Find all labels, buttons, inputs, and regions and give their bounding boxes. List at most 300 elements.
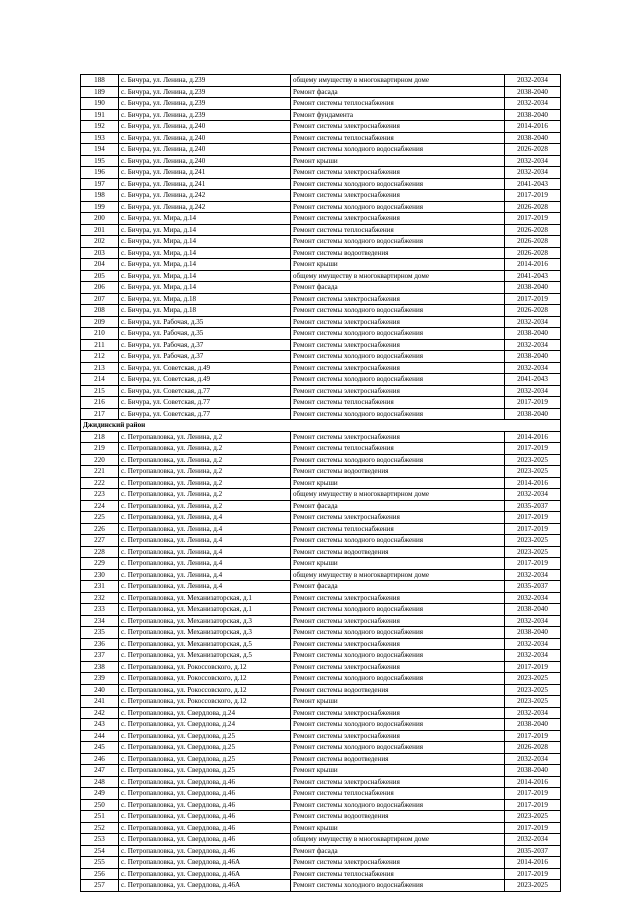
period: 2035-2037 (505, 581, 561, 593)
table-row (81, 592, 561, 604)
row-number: 211 (81, 339, 119, 351)
period: 2017-2019 (505, 822, 561, 834)
address: с. Петропавловка, ул. Рокоссовского, д.12 (119, 661, 291, 673)
address: с. Петропавловка, ул. Свердлова, д.25 (119, 730, 291, 742)
period: 2017-2019 (505, 661, 561, 673)
address: с. Бичура, ул. Ленина, д.241 (119, 167, 291, 179)
work-type: Ремонт системы теплоснабжения (291, 868, 505, 880)
work-type: Ремонт системы водоотведения (291, 811, 505, 823)
work-type: Ремонт системы холодного водоснабжения (291, 351, 505, 363)
row-number: 188 (81, 75, 119, 87)
row-number: 189 (81, 86, 119, 98)
period: 2041-2043 (505, 270, 561, 282)
table-row (81, 224, 561, 236)
work-type: Ремонт системы электроснабжения (291, 776, 505, 788)
work-type: Ремонт системы электроснабжения (291, 512, 505, 524)
work-type: Ремонт системы электроснабжения (291, 167, 505, 179)
address: с. Петропавловка, ул. Ленина, д.2 (119, 500, 291, 512)
table-row (81, 765, 561, 777)
period: 2023-2025 (505, 811, 561, 823)
row-number: 195 (81, 155, 119, 167)
row-number: 240 (81, 684, 119, 696)
work-type: Ремонт системы теплоснабжения (291, 98, 505, 110)
work-type: общему имуществу в многоквартирном доме (291, 270, 505, 282)
row-number: 238 (81, 661, 119, 673)
address: с. Бичура, ул. Рабочая, д.35 (119, 316, 291, 328)
table-row (81, 615, 561, 627)
row-number: 227 (81, 535, 119, 547)
work-type: Ремонт системы холодного водоснабжения (291, 305, 505, 317)
work-type: Ремонт системы электроснабжения (291, 730, 505, 742)
table-row (81, 627, 561, 639)
row-number: 196 (81, 167, 119, 179)
address: с. Петропавловка, ул. Ленина, д.2 (119, 477, 291, 489)
table-row (81, 75, 561, 87)
period: 2032-2034 (505, 638, 561, 650)
address: с. Петропавловка, ул. Свердлова, д.24 (119, 719, 291, 731)
address: с. Бичура, ул. Ленина, д.240 (119, 144, 291, 156)
work-type: Ремонт системы водоотведения (291, 546, 505, 558)
row-number: 246 (81, 753, 119, 765)
address: с. Петропавловка, ул. Рокоссовского, д.12 (119, 684, 291, 696)
table-row (81, 397, 561, 409)
address: с. Петропавловка, ул. Механизаторская, д.1 (119, 592, 291, 604)
row-number: 251 (81, 811, 119, 823)
period: 2017-2019 (505, 799, 561, 811)
row-number: 248 (81, 776, 119, 788)
table-row (81, 155, 561, 167)
address: с. Петропавловка, ул. Ленина, д.4 (119, 581, 291, 593)
work-type: Ремонт системы теплоснабжения (291, 224, 505, 236)
period: 2017-2019 (505, 293, 561, 305)
work-type: Ремонт системы электроснабжения (291, 339, 505, 351)
row-number: 232 (81, 592, 119, 604)
row-number: 198 (81, 190, 119, 202)
table-row (81, 374, 561, 386)
table-row (81, 132, 561, 144)
row-number: 214 (81, 374, 119, 386)
row-number: 202 (81, 236, 119, 248)
table-row (81, 569, 561, 581)
period: 2023-2025 (505, 673, 561, 685)
table-row (81, 673, 561, 685)
section-title: Джидинский район (81, 420, 561, 432)
table-row (81, 316, 561, 328)
period: 2032-2034 (505, 75, 561, 87)
work-type: Ремонт системы теплоснабжения (291, 132, 505, 144)
address: с. Петропавловка, ул. Свердлова, д.46 (119, 834, 291, 846)
row-number: 226 (81, 523, 119, 535)
work-type: Ремонт системы холодного водоснабжения (291, 178, 505, 190)
period: 2038-2040 (505, 351, 561, 363)
period: 2038-2040 (505, 132, 561, 144)
address: с. Бичура, ул. Советская, д.49 (119, 374, 291, 386)
work-type: Ремонт системы электроснабжения (291, 857, 505, 869)
address: с. Петропавловка, ул. Свердлова, д.24 (119, 707, 291, 719)
work-type: Ремонт системы электроснабжения (291, 661, 505, 673)
address: с. Петропавловка, ул. Механизаторская, д.1 (119, 604, 291, 616)
table-row (81, 431, 561, 443)
work-type: Ремонт системы холодного водоснабжения (291, 650, 505, 662)
period: 2032-2034 (505, 489, 561, 501)
period: 2017-2019 (505, 788, 561, 800)
period: 2032-2034 (505, 569, 561, 581)
table-row (81, 753, 561, 765)
row-number: 244 (81, 730, 119, 742)
period: 2026-2028 (505, 201, 561, 213)
table-row (81, 190, 561, 202)
work-type: Ремонт крыши (291, 259, 505, 271)
address: с. Петропавловка, ул. Свердлова, д.46 (119, 799, 291, 811)
row-number: 233 (81, 604, 119, 616)
row-number: 253 (81, 834, 119, 846)
work-type: Ремонт системы холодного водоснабжения (291, 627, 505, 639)
table-row (81, 684, 561, 696)
work-type: Ремонт системы теплоснабжения (291, 443, 505, 455)
period: 2026-2028 (505, 305, 561, 317)
period: 2014-2016 (505, 431, 561, 443)
period: 2035-2037 (505, 845, 561, 857)
address: с. Бичура, ул. Мира, д.18 (119, 305, 291, 317)
address: с. Бичура, ул. Мира, д.18 (119, 293, 291, 305)
table-row (81, 466, 561, 478)
period: 2032-2034 (505, 155, 561, 167)
row-number: 255 (81, 857, 119, 869)
address: с. Бичура, ул. Рабочая, д.37 (119, 351, 291, 363)
work-type: Ремонт фасада (291, 282, 505, 294)
period: 2026-2028 (505, 247, 561, 259)
address: с. Петропавловка, ул. Свердлова, д.46 (119, 811, 291, 823)
row-number: 250 (81, 799, 119, 811)
period: 2032-2034 (505, 592, 561, 604)
period: 2023-2025 (505, 696, 561, 708)
address: с. Петропавловка, ул. Механизаторская, д.5 (119, 650, 291, 662)
work-type: Ремонт системы холодного водоснабжения (291, 799, 505, 811)
work-type: Ремонт фасада (291, 845, 505, 857)
table-row (81, 811, 561, 823)
work-type: Ремонт крыши (291, 558, 505, 570)
period: 2032-2034 (505, 339, 561, 351)
work-type: Ремонт системы холодного водоснабжения (291, 408, 505, 420)
work-type: Ремонт системы холодного водоснабжения (291, 535, 505, 547)
period: 2017-2019 (505, 558, 561, 570)
address: с. Бичура, ул. Мира, д.14 (119, 236, 291, 248)
row-number: 210 (81, 328, 119, 340)
table-row (81, 201, 561, 213)
row-number: 217 (81, 408, 119, 420)
period: 2017-2019 (505, 730, 561, 742)
address: с. Петропавловка, ул. Ленина, д.2 (119, 454, 291, 466)
table-row (81, 86, 561, 98)
row-number: 209 (81, 316, 119, 328)
period: 2038-2040 (505, 86, 561, 98)
row-number: 225 (81, 512, 119, 524)
address: с. Бичура, ул. Рабочая, д.37 (119, 339, 291, 351)
address: с. Петропавловка, ул. Ленина, д.2 (119, 466, 291, 478)
address: с. Бичура, ул. Рабочая, д.35 (119, 328, 291, 340)
table-row (81, 144, 561, 156)
table-row (81, 489, 561, 501)
table-row (81, 293, 561, 305)
work-type: Ремонт системы холодного водоснабжения (291, 236, 505, 248)
period: 2032-2034 (505, 753, 561, 765)
period: 2032-2034 (505, 834, 561, 846)
row-number: 190 (81, 98, 119, 110)
row-number: 237 (81, 650, 119, 662)
row-number: 221 (81, 466, 119, 478)
work-type: Ремонт системы электроснабжения (291, 638, 505, 650)
row-number: 222 (81, 477, 119, 489)
period: 2023-2025 (505, 546, 561, 558)
period: 2041-2043 (505, 374, 561, 386)
table-row (81, 742, 561, 754)
table-row (81, 477, 561, 489)
repair-schedule-table (80, 74, 561, 892)
address: с. Петропавловка, ул. Ленина, д.2 (119, 431, 291, 443)
row-number: 201 (81, 224, 119, 236)
address: с. Петропавловка, ул. Ленина, д.4 (119, 558, 291, 570)
table-row (81, 247, 561, 259)
address: с. Петропавловка, ул. Свердлова, д.25 (119, 753, 291, 765)
period: 2032-2034 (505, 707, 561, 719)
work-type: Ремонт системы электроснабжения (291, 121, 505, 133)
address: с. Бичура, ул. Мира, д.14 (119, 259, 291, 271)
address: с. Бичура, ул. Мира, д.14 (119, 213, 291, 225)
period: 2017-2019 (505, 868, 561, 880)
address: с. Бичура, ул. Мира, д.14 (119, 282, 291, 294)
row-number: 243 (81, 719, 119, 731)
work-type: общему имуществу в многоквартирном доме (291, 75, 505, 87)
table-row (81, 834, 561, 846)
address: с. Бичура, ул. Мира, д.14 (119, 224, 291, 236)
period: 2032-2034 (505, 650, 561, 662)
row-number: 230 (81, 569, 119, 581)
table-row (81, 845, 561, 857)
address: с. Бичура, ул. Советская, д.49 (119, 362, 291, 374)
row-number: 192 (81, 121, 119, 133)
work-type: Ремонт системы электроснабжения (291, 385, 505, 397)
table-row (81, 178, 561, 190)
table-row (81, 362, 561, 374)
table-row (81, 167, 561, 179)
address: с. Бичура, ул. Ленина, д.242 (119, 201, 291, 213)
table-row (81, 696, 561, 708)
row-number: 235 (81, 627, 119, 639)
work-type: Ремонт системы электроснабжения (291, 592, 505, 604)
period: 2017-2019 (505, 523, 561, 535)
table-row (81, 546, 561, 558)
address: с. Бичура, ул. Ленина, д.242 (119, 190, 291, 202)
row-number: 223 (81, 489, 119, 501)
period: 2032-2034 (505, 615, 561, 627)
table-row (81, 98, 561, 110)
table-row (81, 121, 561, 133)
period: 2023-2025 (505, 684, 561, 696)
period: 2023-2025 (505, 880, 561, 892)
table-row (81, 339, 561, 351)
work-type: Ремонт системы теплоснабжения (291, 397, 505, 409)
table-row (81, 305, 561, 317)
address: с. Петропавловка, ул. Свердлова, д.46А (119, 868, 291, 880)
row-number: 245 (81, 742, 119, 754)
address: с. Петропавловка, ул. Рокоссовского, д.12 (119, 673, 291, 685)
period: 2017-2019 (505, 512, 561, 524)
period: 2014-2016 (505, 259, 561, 271)
table-row (81, 558, 561, 570)
period: 2038-2040 (505, 719, 561, 731)
work-type: Ремонт системы водоотведения (291, 466, 505, 478)
row-number: 220 (81, 454, 119, 466)
row-number: 194 (81, 144, 119, 156)
address: с. Петропавловка, ул. Свердлова, д.46А (119, 857, 291, 869)
row-number: 252 (81, 822, 119, 834)
row-number: 256 (81, 868, 119, 880)
row-number: 247 (81, 765, 119, 777)
period: 2014-2016 (505, 857, 561, 869)
work-type: Ремонт системы холодного водоснабжения (291, 374, 505, 386)
address: с. Петропавловка, ул. Свердлова, д.46 (119, 845, 291, 857)
row-number: 199 (81, 201, 119, 213)
work-type: Ремонт системы холодного водоснабжения (291, 673, 505, 685)
table-row (81, 259, 561, 271)
table-row (81, 236, 561, 248)
row-number: 207 (81, 293, 119, 305)
work-type: Ремонт фасада (291, 86, 505, 98)
address: с. Петропавловка, ул. Механизаторская, д.3 (119, 627, 291, 639)
address: с. Бичура, ул. Ленина, д.241 (119, 178, 291, 190)
table-body (81, 75, 561, 892)
row-number: 203 (81, 247, 119, 259)
address: с. Петропавловка, ул. Механизаторская, д.3 (119, 615, 291, 627)
address: с. Бичура, ул. Советская, д.77 (119, 385, 291, 397)
address: с. Петропавловка, ул. Ленина, д.4 (119, 535, 291, 547)
address: с. Петропавловка, ул. Свердлова, д.25 (119, 742, 291, 754)
table-row (81, 408, 561, 420)
work-type: Ремонт системы холодного водоснабжения (291, 719, 505, 731)
address: с. Петропавловка, ул. Ленина, д.4 (119, 546, 291, 558)
period: 2023-2025 (505, 466, 561, 478)
table-row (81, 385, 561, 397)
work-type: Ремонт системы холодного водоснабжения (291, 604, 505, 616)
row-number: 191 (81, 109, 119, 121)
table-row (81, 822, 561, 834)
address: с. Петропавловка, ул. Рокоссовского, д.12 (119, 696, 291, 708)
work-type: Ремонт системы холодного водоснабжения (291, 454, 505, 466)
period: 2026-2028 (505, 236, 561, 248)
address: с. Петропавловка, ул. Ленина, д.4 (119, 569, 291, 581)
row-number: 205 (81, 270, 119, 282)
row-number: 204 (81, 259, 119, 271)
address: с. Петропавловка, ул. Свердлова, д.46А (119, 880, 291, 892)
row-number: 212 (81, 351, 119, 363)
period: 2035-2037 (505, 500, 561, 512)
table-row (81, 730, 561, 742)
work-type: Ремонт системы холодного водоснабжения (291, 328, 505, 340)
table-row (81, 270, 561, 282)
period: 2038-2040 (505, 328, 561, 340)
row-number: 219 (81, 443, 119, 455)
table-row (81, 719, 561, 731)
period: 2026-2028 (505, 742, 561, 754)
table-row (81, 788, 561, 800)
row-number: 208 (81, 305, 119, 317)
table-row (81, 213, 561, 225)
period: 2038-2040 (505, 765, 561, 777)
table-row (81, 650, 561, 662)
address: с. Петропавловка, ул. Ленина, д.4 (119, 523, 291, 535)
table-row (81, 661, 561, 673)
table-row (81, 799, 561, 811)
period: 2038-2040 (505, 627, 561, 639)
row-number: 239 (81, 673, 119, 685)
work-type: Ремонт крыши (291, 765, 505, 777)
address: с. Бичура, ул. Советская, д.77 (119, 397, 291, 409)
work-type: Ремонт крыши (291, 155, 505, 167)
period: 2017-2019 (505, 443, 561, 455)
work-type: Ремонт системы электроснабжения (291, 213, 505, 225)
table-row (81, 868, 561, 880)
row-number: 228 (81, 546, 119, 558)
row-number: 257 (81, 880, 119, 892)
work-type: Ремонт системы холодного водоснабжения (291, 880, 505, 892)
address: с. Бичура, ул. Ленина, д.239 (119, 98, 291, 110)
address: с. Петропавловка, ул. Ленина, д.2 (119, 489, 291, 501)
work-type: Ремонт фасада (291, 581, 505, 593)
row-number: 224 (81, 500, 119, 512)
period: 2014-2016 (505, 776, 561, 788)
period: 2032-2034 (505, 385, 561, 397)
address: с. Петропавловка, ул. Свердлова, д.25 (119, 765, 291, 777)
period: 2017-2019 (505, 213, 561, 225)
period: 2023-2025 (505, 454, 561, 466)
table-row (81, 109, 561, 121)
row-number: 216 (81, 397, 119, 409)
row-number: 254 (81, 845, 119, 857)
period: 2014-2016 (505, 121, 561, 133)
table-row (81, 500, 561, 512)
work-type: Ремонт системы электроснабжения (291, 293, 505, 305)
row-number: 242 (81, 707, 119, 719)
table-row (81, 328, 561, 340)
work-type: Ремонт системы теплоснабжения (291, 523, 505, 535)
work-type: Ремонт системы электроснабжения (291, 431, 505, 443)
work-type: общему имуществу в многоквартирном доме (291, 569, 505, 581)
period: 2014-2016 (505, 477, 561, 489)
address: с. Петропавловка, ул. Свердлова, д.46 (119, 822, 291, 834)
work-type: Ремонт системы электроснабжения (291, 190, 505, 202)
row-number: 200 (81, 213, 119, 225)
row-number: 234 (81, 615, 119, 627)
work-type: Ремонт фундамента (291, 109, 505, 121)
work-type: Ремонт фасада (291, 500, 505, 512)
work-type: общему имуществу в многоквартирном доме (291, 489, 505, 501)
work-type: Ремонт системы холодного водоснабжения (291, 201, 505, 213)
table-row (81, 512, 561, 524)
address: с. Бичура, ул. Мира, д.14 (119, 247, 291, 259)
row-number: 213 (81, 362, 119, 374)
address: с. Бичура, ул. Ленина, д.239 (119, 86, 291, 98)
period: 2038-2040 (505, 408, 561, 420)
address: с. Бичура, ул. Ленина, д.240 (119, 121, 291, 133)
row-number: 206 (81, 282, 119, 294)
table-row (81, 707, 561, 719)
work-type: Ремонт системы холодного водоснабжения (291, 742, 505, 754)
address: с. Петропавловка, ул. Свердлова, д.46 (119, 788, 291, 800)
work-type: Ремонт системы теплоснабжения (291, 788, 505, 800)
table-row (81, 638, 561, 650)
table-row (81, 282, 561, 294)
period: 2026-2028 (505, 144, 561, 156)
